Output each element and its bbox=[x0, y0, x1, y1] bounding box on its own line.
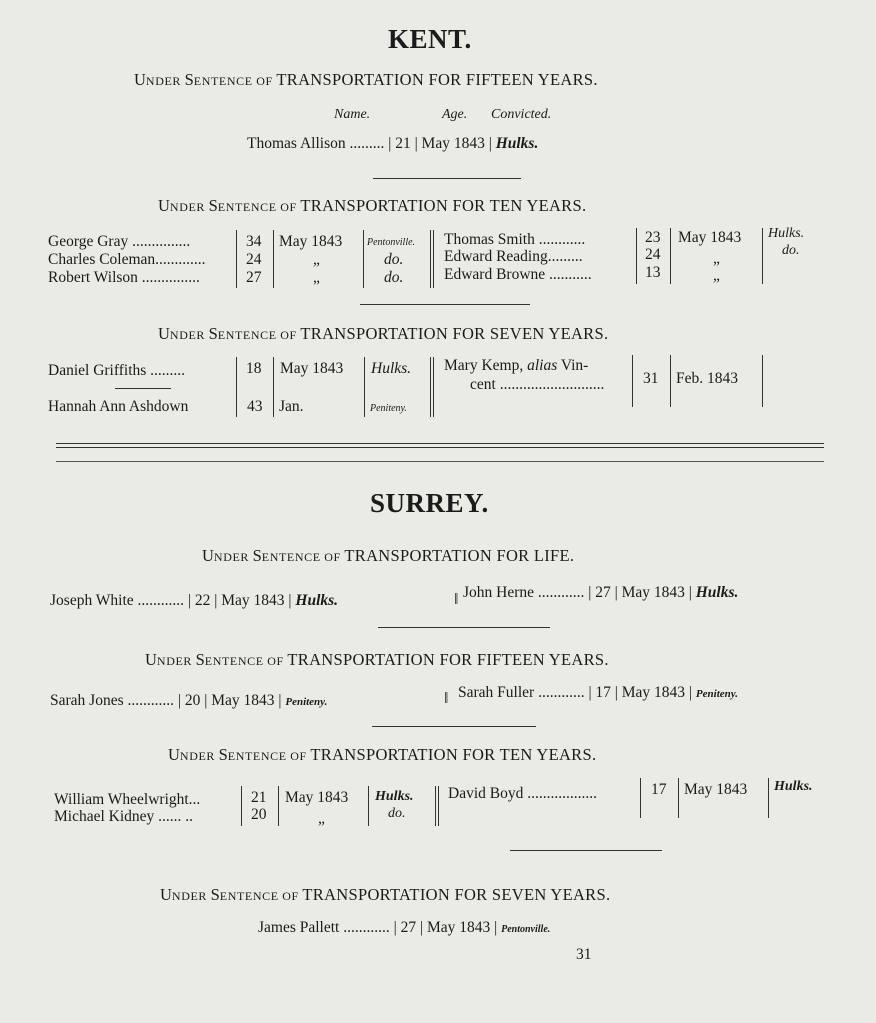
divider bbox=[372, 726, 536, 727]
column-rule bbox=[273, 357, 274, 417]
column-rule bbox=[241, 786, 242, 826]
age-cell: 13 bbox=[645, 264, 661, 281]
column-rule bbox=[363, 230, 364, 288]
table-row: Thomas Smith ............ bbox=[444, 231, 586, 248]
column-rule bbox=[762, 355, 763, 407]
table-row: William Wheelwright... bbox=[54, 791, 201, 808]
disposal-cell: Peniteny. bbox=[370, 403, 407, 414]
disposal-cell: do. bbox=[782, 243, 800, 258]
convicted-cell: „ bbox=[713, 250, 720, 267]
divider bbox=[115, 388, 171, 389]
convict-row-john-herne: John Herne ............ | 27 | May 1843 | Hulks. bbox=[463, 584, 739, 601]
disposal-cell: Hulks. bbox=[375, 789, 414, 804]
column-rule bbox=[768, 778, 769, 818]
age-cell: 20 bbox=[251, 806, 267, 823]
column-rule bbox=[670, 228, 671, 284]
disposal-cell: do. bbox=[388, 806, 406, 821]
age-cell: 21 bbox=[251, 789, 267, 806]
convicted-cell: Jan. bbox=[279, 398, 304, 415]
convicted-cell: „ bbox=[713, 267, 720, 284]
column-header-name: Name. bbox=[334, 107, 371, 122]
table-row: Edward Browne ........... bbox=[444, 266, 592, 283]
county-divider bbox=[56, 443, 824, 444]
column-rule bbox=[762, 228, 763, 284]
age-cell: 17 bbox=[651, 781, 667, 798]
table-row: Charles Coleman............. bbox=[48, 251, 206, 268]
table-row: Michael Kidney ...... .. bbox=[54, 808, 194, 825]
age-cell: 18 bbox=[246, 360, 262, 377]
county-divider bbox=[56, 461, 824, 462]
column-rule bbox=[368, 786, 369, 826]
disposal-cell: do. bbox=[384, 269, 404, 286]
column-rule bbox=[438, 786, 439, 826]
column-rule bbox=[670, 355, 671, 407]
column-separator: ‖ bbox=[444, 690, 449, 707]
convict-row-sarah-fuller: Sarah Fuller ............ | 17 | May 1843 | Peniteny. bbox=[458, 684, 738, 701]
column-rule bbox=[632, 355, 633, 407]
divider bbox=[510, 850, 662, 851]
age-cell: 24 bbox=[645, 246, 661, 263]
column-rule bbox=[236, 230, 237, 288]
convict-row-sarah-jones: Sarah Jones ............ | 20 | May 1843 | Peniteny. bbox=[50, 692, 328, 709]
column-rule bbox=[430, 230, 431, 288]
divider bbox=[373, 178, 521, 179]
section-heading-surrey-seven: UNDER SENTENCE OF TRANSPORTATION FOR SEVEN YEARS. bbox=[160, 885, 611, 904]
column-rule bbox=[640, 778, 641, 818]
disposal-cell: Hulks. bbox=[371, 360, 412, 377]
age-cell: 34 bbox=[246, 233, 262, 250]
age-cell: 23 bbox=[645, 229, 661, 246]
convict-row-james-pallett: James Pallett ............ | 27 | May 1843 | Pentonville. bbox=[258, 919, 551, 936]
table-row: Mary Kemp, alias Vin- bbox=[444, 357, 589, 374]
convicted-cell: May 1843 bbox=[279, 233, 343, 250]
convicted-cell: May 1843 bbox=[684, 781, 748, 798]
table-row: Hannah Ann Ashdown bbox=[48, 398, 189, 415]
column-rule bbox=[364, 357, 365, 417]
table-row: Robert Wilson ............... bbox=[48, 269, 200, 286]
convicted-cell: May 1843 bbox=[280, 360, 344, 377]
convicted-cell: May 1843 bbox=[285, 789, 349, 806]
section-heading-surrey-fifteen: UNDER SENTENCE OF TRANSPORTATION FOR FIFTEEN YEARS. bbox=[145, 650, 609, 669]
convicted-cell: „ bbox=[313, 269, 320, 286]
section-heading-kent-ten: UNDER SENTENCE OF TRANSPORTATION FOR TEN YEARS. bbox=[158, 196, 587, 215]
divider bbox=[378, 627, 550, 628]
disposal-cell: Hulks. bbox=[774, 779, 813, 794]
disposal-cell: Hulks. bbox=[768, 226, 805, 241]
disposal-cell: Pentonville. bbox=[367, 237, 416, 248]
convicted-cell: Feb. 1843 bbox=[676, 370, 738, 387]
county-divider bbox=[56, 447, 824, 448]
convicted-cell: „ bbox=[318, 810, 325, 827]
table-row: George Gray ............... bbox=[48, 233, 191, 250]
column-rule bbox=[430, 357, 431, 417]
county-title-surrey: SURREY. bbox=[370, 488, 489, 518]
age-cell: 24 bbox=[246, 251, 262, 268]
convicted-cell: May 1843 bbox=[678, 229, 742, 246]
section-heading-kent-fifteen: UNDER SENTENCE OF TRANSPORTATION FOR FIFTEEN YEARS. bbox=[134, 70, 598, 89]
divider bbox=[360, 304, 530, 305]
column-header-convicted: Convicted. bbox=[491, 107, 552, 122]
section-heading-surrey-life: UNDER SENTENCE OF TRANSPORTATION FOR LIFE. bbox=[202, 546, 575, 565]
column-rule bbox=[636, 228, 637, 284]
table-row: David Boyd .................. bbox=[448, 785, 597, 802]
convict-row-thomas-allison: Thomas Allison ......... | 21 | May 1843 | Hulks. bbox=[247, 135, 539, 152]
column-rule bbox=[236, 357, 237, 417]
table-row: cent ........................... bbox=[470, 376, 605, 393]
column-rule bbox=[433, 230, 434, 288]
convicted-cell: „ bbox=[313, 251, 320, 268]
age-cell: 31 bbox=[643, 370, 659, 387]
county-title-kent: KENT. bbox=[388, 24, 472, 54]
section-heading-kent-seven: UNDER SENTENCE OF TRANSPORTATION FOR SEVEN YEARS. bbox=[158, 324, 609, 343]
column-rule bbox=[435, 786, 436, 826]
column-rule bbox=[678, 778, 679, 818]
page-number: 31 bbox=[576, 946, 592, 963]
convict-row-joseph-white: Joseph White ............ | 22 | May 1843 | Hulks. bbox=[50, 592, 339, 609]
column-rule bbox=[273, 230, 274, 288]
column-header-age: Age. bbox=[442, 107, 468, 122]
column-rule bbox=[433, 357, 434, 417]
column-rule bbox=[278, 786, 279, 826]
table-row: Edward Reading......... bbox=[444, 248, 583, 265]
disposal-cell: do. bbox=[384, 251, 404, 268]
column-separator: ‖ bbox=[454, 591, 459, 608]
table-row: Daniel Griffiths ......... bbox=[48, 362, 186, 379]
age-cell: 27 bbox=[246, 269, 262, 286]
age-cell: 43 bbox=[247, 398, 263, 415]
section-heading-surrey-ten: UNDER SENTENCE OF TRANSPORTATION FOR TEN YEARS. bbox=[168, 745, 597, 764]
